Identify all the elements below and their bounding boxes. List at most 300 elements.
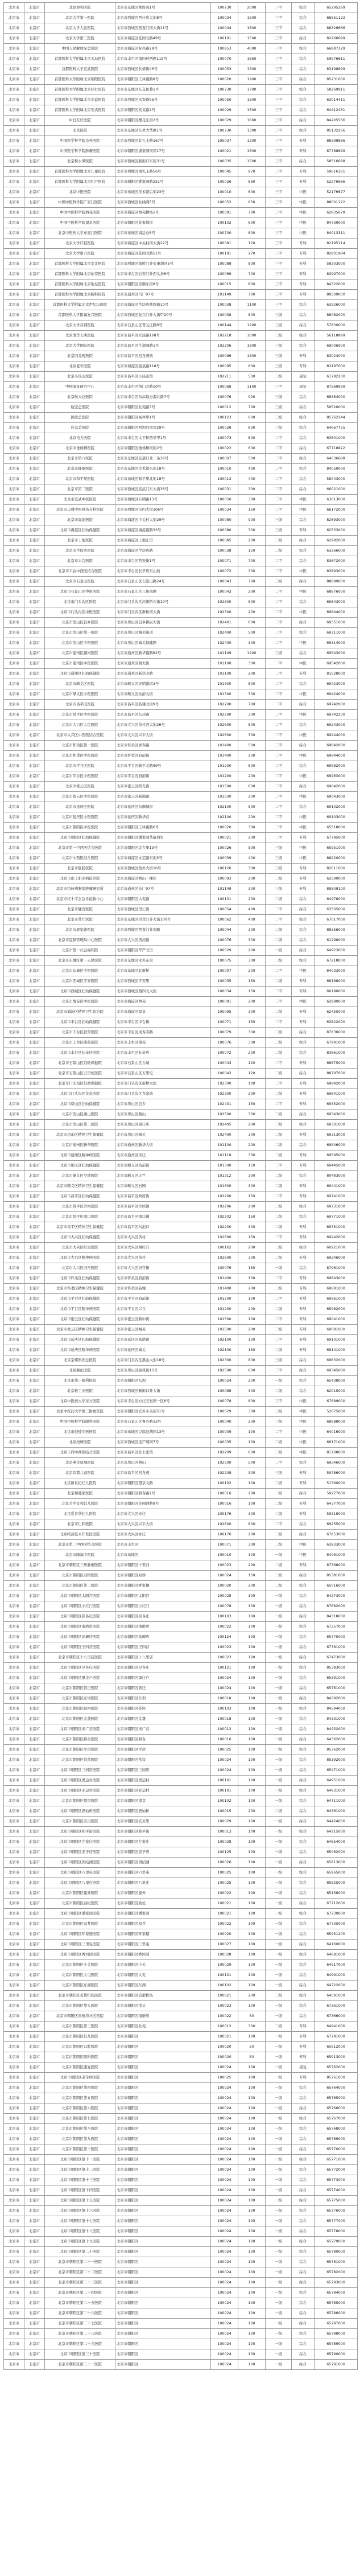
table-row [4, 1017, 358, 1028]
province-cell: 北京市 [4, 1909, 24, 1919]
phone-cell: 67357000 [315, 1622, 358, 1632]
type-cell: 中医 [292, 1396, 315, 1407]
address-cell: 北京市东城区永外东街 [115, 956, 211, 966]
phone-cell: 89509100 [315, 884, 358, 894]
postcode-cell: 100029 [211, 1407, 238, 1417]
postcode-cell: 100730 [211, 126, 238, 136]
hospital-name-cell: 北京市展览路医院 [45, 925, 115, 935]
address-cell: 北京市昌平区北七家镇 [115, 1448, 211, 1458]
type-cell: 中医 [292, 689, 315, 700]
hospital-name-cell: 北京市怀柔区中医医院 [45, 751, 115, 761]
beds-cell: 200 [238, 1048, 266, 1058]
phone-cell: 69543000 [315, 648, 358, 659]
city-cell: 北京市 [24, 2267, 45, 2278]
hospital-name-cell: 中国医学科学院阜外医院 [45, 136, 115, 146]
grade-cell: 二级 [266, 546, 292, 556]
beds-cell: 200 [238, 751, 266, 761]
city-cell: 北京市 [24, 423, 45, 433]
city-cell: 北京市 [24, 2001, 45, 2011]
beds-cell: 300 [238, 1222, 266, 1232]
city-cell: 北京市 [24, 1253, 45, 1263]
phone-cell: 66887329 [315, 44, 358, 54]
hospital-name-cell: 北京市朝阳区亚运村医院 [45, 1786, 115, 1796]
province-cell: 北京市 [4, 443, 24, 454]
beds-cell: 120 [238, 1069, 266, 1079]
hospital-name-cell: 北京市朝阳区潘家园医院 [45, 1909, 115, 1919]
city-cell: 北京市 [24, 351, 45, 361]
beds-cell: 200 [238, 1376, 266, 1386]
hospital-name-cell: 北京协和医院 [45, 3, 115, 13]
phone-cell: 88398866 [315, 136, 358, 146]
phone-cell: 63822000 [315, 1017, 358, 1028]
province-cell: 北京市 [4, 864, 24, 874]
type-cell: 专科 [292, 239, 315, 249]
phone-cell: 88062000 [315, 310, 358, 321]
address-cell: 北京市朝阳区常营 [115, 1755, 211, 1765]
address-cell: 北京市朝阳区金台里13号 [115, 843, 211, 853]
hospital-name-cell: 首都医科大学附属北京天坛医院 [45, 54, 115, 64]
city-cell: 北京市 [24, 966, 45, 976]
type-cell: 专科 [292, 1468, 315, 1478]
beds-cell: 200 [238, 1560, 266, 1571]
hospital-name-cell: 北京市房山区燕山医院 [45, 1110, 115, 1120]
phone-cell: 67473000 [315, 1653, 358, 1663]
address-cell: 北京市平谷区府前街 [115, 1294, 211, 1304]
type-cell: 综合 [292, 1673, 315, 1683]
hospital-name-cell: 首都医科大学附属北京胸科医院 [45, 290, 115, 300]
grade-cell: 二甲 [266, 1079, 292, 1089]
beds-cell: 100 [238, 1735, 266, 1745]
table-row [4, 1837, 358, 1847]
beds-cell: 100 [238, 2288, 266, 2298]
type-cell: 综合 [292, 1868, 315, 1878]
province-cell: 北京市 [4, 413, 24, 423]
hospital-name-cell: 北京航天总医院 [45, 392, 115, 402]
province-cell: 北京市 [4, 730, 24, 741]
province-cell: 北京市 [4, 669, 24, 679]
hospital-name-cell: 中日友好医院 [45, 116, 115, 126]
city-cell: 北京市 [24, 802, 45, 812]
phone-cell: 65766000 [315, 2103, 358, 2114]
city-cell: 北京市 [24, 1642, 45, 1653]
city-cell: 北京市 [24, 1837, 45, 1847]
phone-cell: 69982000 [315, 1304, 358, 1314]
city-cell: 北京市 [24, 2165, 45, 2175]
beds-cell: 100 [238, 1673, 266, 1683]
table-row [4, 1151, 358, 1161]
grade-cell: 二甲 [266, 1273, 292, 1284]
phone-cell: 69441000 [315, 1181, 358, 1192]
grade-cell: 一级 [266, 2083, 292, 2093]
grade-cell: 一级 [266, 1642, 292, 1653]
type-cell: 综合 [292, 95, 315, 105]
table-row [4, 208, 358, 218]
hospital-name-cell: 北京市朝阳区第十八医院 [45, 2226, 115, 2237]
postcode-cell: 102208 [211, 1468, 238, 1478]
city-cell: 北京市 [24, 1632, 45, 1642]
city-cell: 北京市 [24, 1786, 45, 1796]
phone-cell: 89509000 [315, 290, 358, 300]
beds-cell: 100 [238, 2134, 266, 2144]
address-cell: 北京市西城区里仁街 [115, 905, 211, 915]
type-cell: 专科 [292, 1222, 315, 1232]
city-cell: 北京市 [24, 1478, 45, 1489]
city-cell: 北京市 [24, 1960, 45, 1970]
postcode-cell: 100024 [211, 2144, 238, 2155]
table-row [4, 966, 358, 976]
city-cell: 北京市 [24, 310, 45, 321]
phone-cell: 69301000 [315, 1120, 358, 1130]
phone-cell: 65782000 [315, 2267, 358, 2278]
city-cell: 北京市 [24, 710, 45, 720]
hospital-name-cell: 北京市朝阳区老年病医院 [45, 2073, 115, 2083]
postcode-cell: 101100 [211, 659, 238, 669]
phone-cell: 69351000 [315, 618, 358, 628]
postcode-cell: 100034 [211, 13, 238, 23]
grade-cell: 一级 [266, 2206, 292, 2216]
beds-cell: 100 [238, 1827, 266, 1837]
city-cell: 北京市 [24, 85, 45, 95]
postcode-cell: 100024 [211, 2063, 238, 2073]
city-cell: 北京市 [24, 2329, 45, 2339]
type-cell: 综合 [292, 515, 315, 525]
address-cell: 北京市朝阳区 [115, 2042, 211, 2052]
beds-cell: 600 [238, 187, 266, 198]
city-cell: 北京市 [24, 823, 45, 833]
table-row [4, 157, 358, 167]
grade-cell: 三级 [266, 392, 292, 402]
grade-cell: 一级 [266, 1683, 292, 1694]
city-cell: 北京市 [24, 1673, 45, 1683]
hospital-name-cell: 北京市朝阳区三间房医院 [45, 1765, 115, 1776]
hospital-name-cell: 北京市朝阳区金盏医院 [45, 1714, 115, 1724]
phone-cell: 65438000 [315, 1376, 358, 1386]
phone-cell: 64667755 [315, 423, 358, 433]
table-row [4, 1396, 358, 1407]
grade-cell: 二甲 [266, 659, 292, 669]
type-cell: 综合 [292, 85, 315, 95]
beds-cell: 300 [238, 638, 266, 648]
province-cell: 北京市 [4, 1755, 24, 1765]
city-cell: 北京市 [24, 1683, 45, 1694]
city-cell: 北京市 [24, 126, 45, 136]
beds-cell: 100 [238, 2063, 266, 2073]
postcode-cell: 100095 [211, 361, 238, 372]
postcode-cell: 100162 [211, 1243, 238, 1253]
province-cell: 北京市 [4, 269, 24, 280]
address-cell: 北京市昌平区马池口 [115, 1222, 211, 1232]
hospital-name-cell: 北京大学第三医院 [45, 34, 115, 44]
postcode-cell: 100035 [211, 976, 238, 987]
address-cell: 北京市朝阳区工体南路6号 [115, 823, 211, 833]
type-cell: 综合 [292, 484, 315, 495]
table-row [4, 1181, 358, 1192]
province-cell: 北京市 [4, 956, 24, 966]
beds-cell: 100 [238, 1294, 266, 1304]
hospital-name-cell: 北京市昌平区精神卫生保健院 [45, 1222, 115, 1232]
address-cell: 北京市石景山区鲁谷路33号 [115, 1417, 211, 1427]
province-cell: 北京市 [4, 843, 24, 853]
phone-cell: 67689000 [315, 1396, 358, 1407]
city-cell: 北京市 [24, 1519, 45, 1530]
address-cell: 北京市西城区万明路13号 [115, 495, 211, 505]
city-cell: 北京市 [24, 382, 45, 392]
hospital-name-cell: 北京大学首钢医院 [45, 321, 115, 331]
type-cell: 综合 [292, 1202, 315, 1212]
beds-cell: 500 [238, 628, 266, 638]
table-row [4, 331, 358, 341]
hospital-name-cell: 北京市监狱管理局中心医院 [45, 935, 115, 946]
phone-cell: 83861000 [315, 1048, 358, 1058]
phone-cell: 69042000 [315, 782, 358, 792]
beds-cell: 400 [238, 474, 266, 484]
phone-cell: 69345000 [315, 1366, 358, 1376]
hospital-name-cell: 北京市羊坊店医院 [45, 546, 115, 556]
table-row [4, 577, 358, 587]
type-cell: 中医 [292, 607, 315, 618]
beds-cell: 800 [238, 228, 266, 239]
hospital-name-cell: 北京市朝阳区高碑店医院 [45, 1632, 115, 1642]
postcode-cell: 100075 [211, 956, 238, 966]
hospital-name-cell: 北京市朝阳区建外医院 [45, 1888, 115, 1899]
city-cell: 北京市 [24, 997, 45, 1007]
city-cell: 北京市 [24, 1940, 45, 1950]
table-row [4, 1642, 358, 1653]
table-row [4, 1694, 358, 1704]
grade-cell: 二甲 [266, 802, 292, 812]
phone-cell: 84318000 [315, 1612, 358, 1622]
city-cell: 北京市 [24, 1591, 45, 1601]
table-row [4, 2298, 358, 2308]
grade-cell: 二甲 [266, 997, 292, 1007]
address-cell: 北京市海淀区温泉 [115, 1007, 211, 1017]
grade-cell: 一级 [266, 2278, 292, 2288]
address-cell: 北京市顺义区石园 [115, 1181, 211, 1192]
grade-cell: 一级 [266, 1601, 292, 1612]
address-cell: 北京市朝阳区 [115, 2032, 211, 2042]
address-cell: 北京市朝阳区望京 [115, 1796, 211, 1806]
type-cell: 中医 [292, 208, 315, 218]
table-row [4, 730, 358, 741]
type-cell: 综合 [292, 628, 315, 638]
province-cell: 北京市 [4, 1765, 24, 1776]
postcode-cell: 100027 [211, 1940, 238, 1950]
postcode-cell: 100176 [211, 1530, 238, 1540]
address-cell: 北京市朝阳区 [115, 2267, 211, 2278]
type-cell: 综合 [292, 2308, 315, 2319]
phone-cell: 85383000 [315, 1663, 358, 1673]
table-row [4, 3, 358, 13]
province-cell: 北京市 [4, 361, 24, 372]
table-row [4, 2247, 358, 2257]
grade-cell: 一级 [266, 1899, 292, 1909]
grade-cell: 二甲 [266, 1335, 292, 1345]
table-row [4, 2052, 358, 2063]
hospital-name-cell: 北京市朝阳区安贞医院 [45, 1817, 115, 1827]
postcode-cell: 100071 [211, 1540, 238, 1550]
type-cell: 综合 [292, 34, 315, 44]
phone-cell: 65773000 [315, 2175, 358, 2185]
phone-cell: 84013311 [315, 228, 358, 239]
table-row [4, 1345, 358, 1355]
grade-cell: 三级 [266, 577, 292, 587]
province-cell: 北京市 [4, 2216, 24, 2226]
type-cell: 综合 [292, 1991, 315, 2001]
postcode-cell: 100062 [211, 915, 238, 925]
province-cell: 北京市 [4, 1427, 24, 1437]
city-cell: 北京市 [24, 23, 45, 34]
postcode-cell: 102218 [211, 331, 238, 341]
province-cell: 北京市 [4, 2247, 24, 2257]
postcode-cell: 100040 [211, 1417, 238, 1427]
phone-cell: 65951000 [315, 843, 358, 853]
address-cell: 北京市通州区新华北路 [115, 669, 211, 679]
type-cell: 专科 [292, 259, 315, 269]
address-cell: 北京市朝阳区樱花东街2号 [115, 116, 211, 126]
province-cell: 北京市 [4, 792, 24, 802]
type-cell: 综合 [292, 802, 315, 812]
city-cell: 北京市 [24, 1181, 45, 1192]
address-cell: 北京市朝阳区豆各庄 [115, 1663, 211, 1673]
address-cell: 北京市石景山区古城 [115, 1058, 211, 1069]
table-row [4, 2134, 358, 2144]
type-cell: 中医 [292, 1417, 315, 1427]
type-cell: 综合 [292, 1735, 315, 1745]
phone-cell: 67381000 [315, 1642, 358, 1653]
address-cell: 北京市朝阳区 [115, 2114, 211, 2124]
beds-cell: 100 [238, 1724, 266, 1735]
beds-cell: 300 [238, 659, 266, 669]
hospital-name-cell: 首都医科大学附属北京地坛医院 [45, 280, 115, 290]
hospital-name-cell: 北京市大兴区中西医结合医院 [45, 730, 115, 741]
grade-cell: 三级 [266, 884, 292, 894]
postcode-cell: 102400 [211, 628, 238, 638]
grade-cell: 二甲 [266, 679, 292, 689]
province-cell: 北京市 [4, 618, 24, 628]
phone-cell: 68384000 [315, 392, 358, 402]
hospital-name-cell: 北京市东城区中医医院 [45, 966, 115, 976]
phone-cell: 67730000 [315, 1909, 358, 1919]
address-cell: 北京市朝阳区花家地街 [115, 218, 211, 228]
table-row [4, 1581, 358, 1591]
beds-cell: 120 [238, 239, 266, 249]
address-cell: 北京市朝阳区 [115, 2083, 211, 2093]
grade-cell: 一级 [266, 2339, 292, 2349]
hospital-name-cell: 中国医学科学院肿瘤医院 [45, 146, 115, 157]
type-cell: 综合 [292, 2288, 315, 2298]
table-row [4, 1899, 358, 1909]
hospital-name-cell: 北京市顺义区中医医院 [45, 689, 115, 700]
province-cell: 北京市 [4, 1386, 24, 1396]
grade-cell: 一级 [266, 1827, 292, 1837]
table-row [4, 1714, 358, 1724]
postcode-cell: 100124 [211, 1632, 238, 1642]
hospital-name-cell: 北京市密云区中医医院 [45, 792, 115, 802]
address-cell: 北京市昌平区回龙观镇 [115, 351, 211, 361]
hospital-name-cell: 北京市房山区妇幼保健院 [45, 1099, 115, 1110]
postcode-cell: 100021 [211, 833, 238, 843]
table-row [4, 198, 358, 208]
phone-cell: 69963000 [315, 771, 358, 782]
table-row [4, 290, 358, 300]
type-cell: 专科 [292, 1130, 315, 1140]
phone-cell: 84273000 [315, 1591, 358, 1601]
hospital-name-cell: 北京市朝阳区三里屯医院 [45, 1940, 115, 1950]
type-cell: 综合 [292, 1755, 315, 1765]
province-cell: 北京市 [4, 1202, 24, 1212]
beds-cell: 1600 [238, 116, 266, 126]
phone-cell: 69445000 [315, 1161, 358, 1171]
postcode-cell: 100024 [211, 2083, 238, 2093]
grade-cell: 一级 [266, 1817, 292, 1827]
table-row [4, 997, 358, 1007]
type-cell: 综合 [292, 1724, 315, 1735]
type-cell: 专科 [292, 864, 315, 874]
hospital-name-cell: 北京清华长庚医院 [45, 331, 115, 341]
phone-cell: 67361000 [315, 2001, 358, 2011]
grade-cell: 一级 [266, 2042, 292, 2052]
hospital-name-cell: 北京市朝阳区首都机场医院 [45, 1991, 115, 2001]
grade-cell: 一级 [266, 2011, 292, 2022]
grade-cell: 三级 [266, 648, 292, 659]
grade-cell: 二甲 [266, 495, 292, 505]
table-row [4, 1991, 358, 2001]
type-cell: 综合 [292, 1909, 315, 1919]
beds-cell: 900 [238, 515, 266, 525]
beds-cell: 300 [238, 1007, 266, 1017]
address-cell: 北京市朝阳区 [115, 2257, 211, 2267]
province-cell: 北京市 [4, 1243, 24, 1253]
city-cell: 北京市 [24, 1991, 45, 2001]
table-row [4, 607, 358, 618]
phone-cell: 67218000 [315, 956, 358, 966]
hospital-name-cell: 北京市朝阳区第九医院 [45, 2134, 115, 2144]
table-row [4, 741, 358, 751]
postcode-cell: 101100 [211, 669, 238, 679]
hospital-name-cell: 北京市朝阳区康复医院 [45, 2063, 115, 2073]
hospital-name-cell: 北京市朝阳区第二十二医院 [45, 2267, 115, 2278]
address-cell: 北京市怀柔区府前街 [115, 1273, 211, 1284]
postcode-cell: 100621 [211, 1991, 238, 2001]
hospital-name-cell: 北京市西城区妇幼保健院 [45, 987, 115, 997]
phone-cell: 85392000 [315, 1755, 358, 1765]
province-cell: 北京市 [4, 925, 24, 935]
beds-cell: 150 [238, 505, 266, 515]
postcode-cell: 100025 [211, 2073, 238, 2083]
beds-cell: 1100 [238, 300, 266, 310]
city-cell: 北京市 [24, 300, 45, 310]
type-cell: 综合 [292, 1827, 315, 1837]
beds-cell: 100 [238, 1499, 266, 1509]
type-cell: 专科 [292, 1151, 315, 1161]
type-cell: 专科 [292, 1273, 315, 1284]
address-cell: 北京市昌平区东环路 [115, 710, 211, 720]
province-cell: 北京市 [4, 597, 24, 607]
beds-cell: 200 [238, 536, 266, 546]
address-cell: 北京市西城区复兴门外大街甲20号 [115, 310, 211, 321]
beds-cell: 100 [238, 2114, 266, 2124]
table-row [4, 935, 358, 946]
beds-cell: 1200 [238, 648, 266, 659]
beds-cell: 100 [238, 1899, 266, 1909]
address-cell: 北京市朝阳区 [115, 2093, 211, 2103]
grade-cell: 二甲 [266, 761, 292, 771]
type-cell: 综合 [292, 331, 315, 341]
city-cell: 北京市 [24, 905, 45, 915]
grade-cell: 二甲 [266, 1366, 292, 1376]
province-cell: 北京市 [4, 2083, 24, 2093]
hospital-name-cell: 北京市房山区中医医院 [45, 638, 115, 648]
